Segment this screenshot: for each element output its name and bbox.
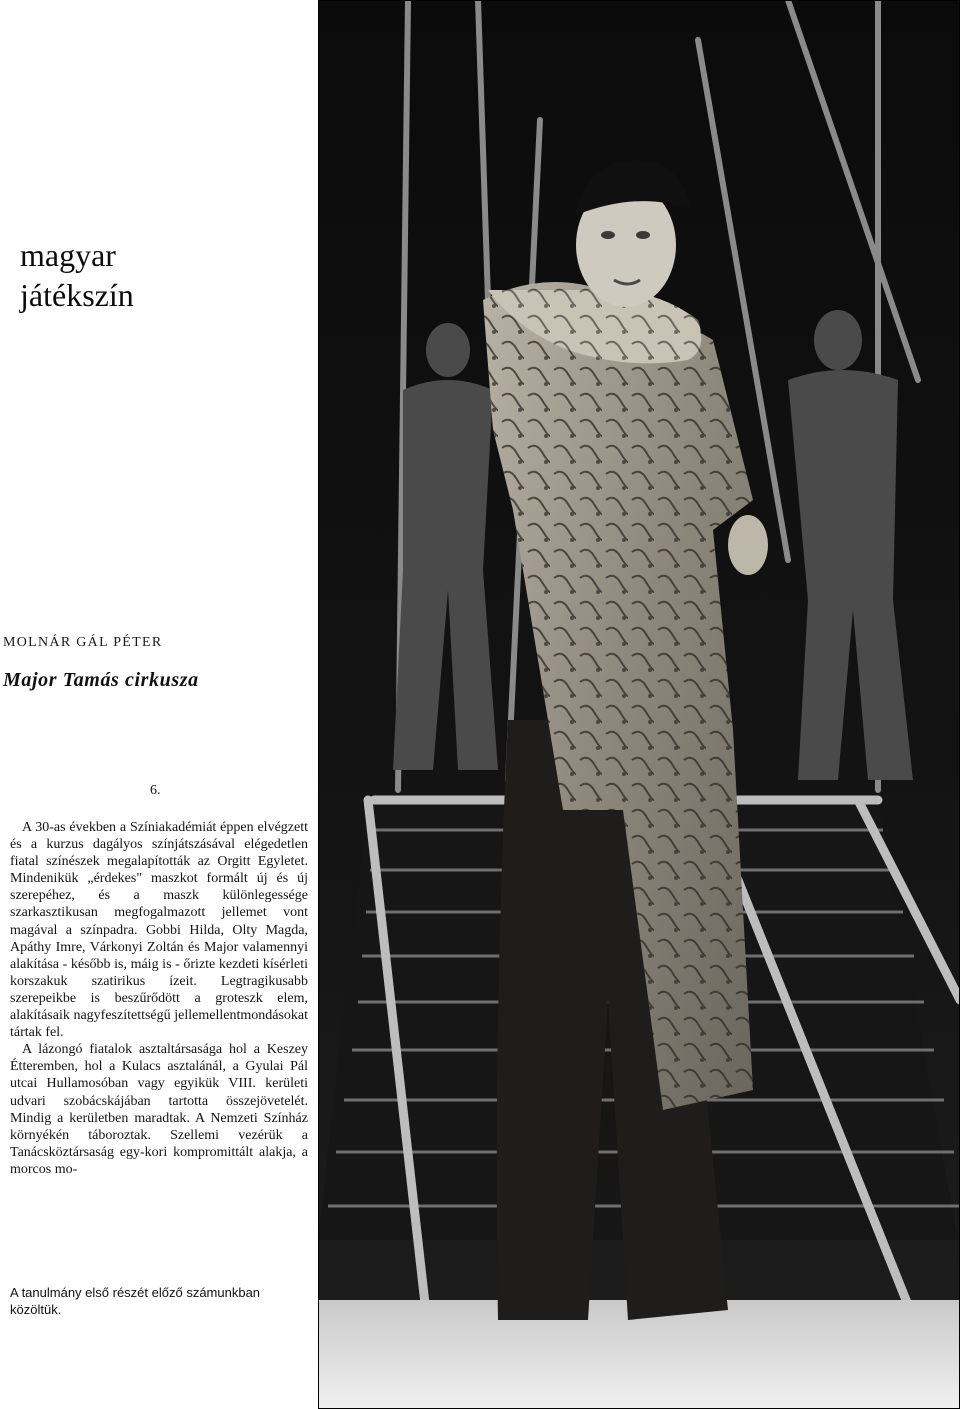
footnote: A tanulmány első részét előző számunkban közöltük.	[10, 1285, 261, 1317]
stage-photo	[318, 0, 960, 1409]
body-paragraph: A lázongó fiatalok asztaltársasága hol a Keszey Étteremben, hol a Kulacs asztalánál, a Gyulai Pál utcai Hullamosóban vagy egyikük VIII. kerületi udvari szobácskájában tartotta összejövetelét. Mindig a kerületben maradtak. A Nemzeti Színház környékén táboroztak. Szellemi vezérük a Tanácsköztársaság egy-kori kompromittált alakja, a morcos mo-	[10, 1042, 308, 1177]
section-title-line-2: játékszín	[20, 277, 134, 314]
article-body	[10, 819, 308, 1178]
article-title: Major Tamás cirkusza	[3, 669, 199, 691]
body-paragraph: A 30-as években a Színiakadémiát éppen elvégzett és a kurzus dagályos színjátszásával elégedetlen fiatal színészek megalapították az Orgitt Egyletet. Mindenikük „érdekes" maszkot formált új és új szerepéhez, és a maszk különlegessége szarkasztikusan megfogalmazott jellemet vont magával a színpadra. Gobbi Hilda, Olty Magda, Apáthy Imre, Várkonyi Zoltán és Major valamennyi alakítása - később is, máig is - őrizte kezdeti kísérleti korszakuk szatirikus ízeit. Legtragikusabb szerepeikbe is beszűrődött a groteszk elem, alakításaik nagyfeszítettségű jellemellentmondásokat tártak fel.	[10, 820, 308, 1041]
part-number: 6.	[150, 783, 161, 798]
author-name: MOLNÁR GÁL PÉTER	[3, 635, 163, 650]
section-title	[20, 235, 134, 315]
section-title-line-1: magyar	[20, 237, 116, 274]
